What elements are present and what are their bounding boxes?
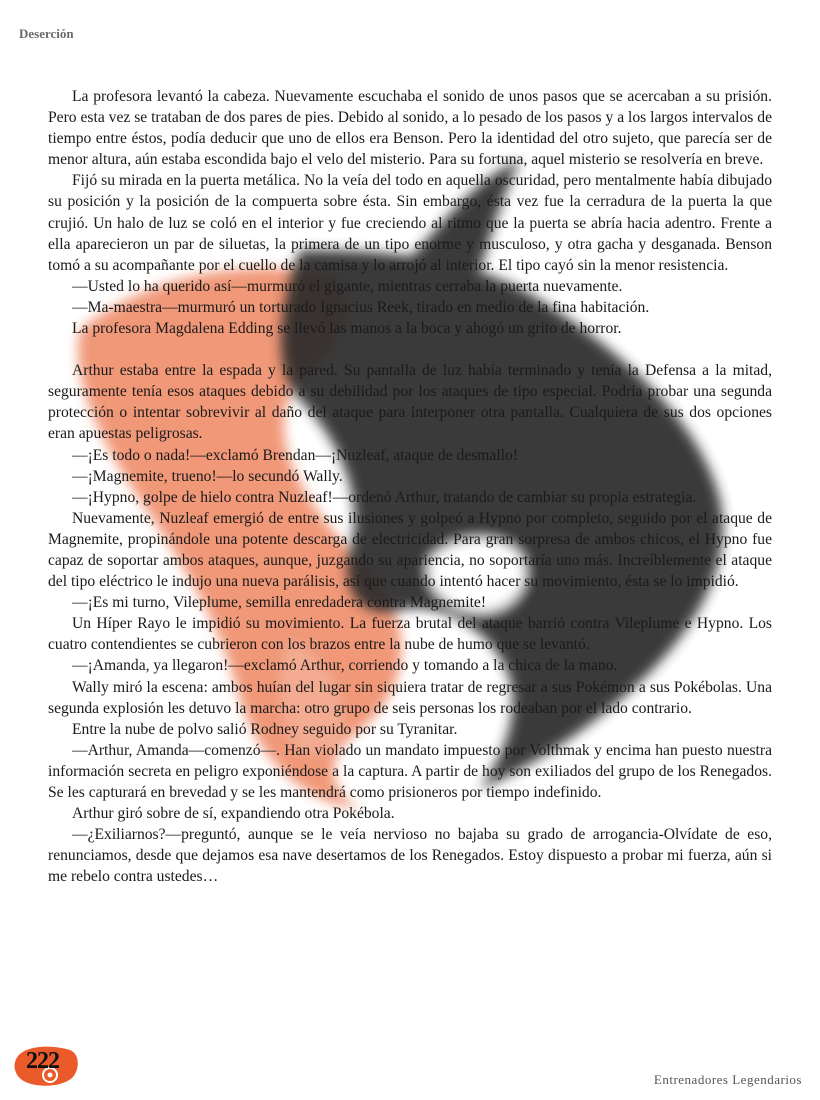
paragraph: Entre la nube de polvo salió Rodney seguido por su Tyranitar. [72, 720, 458, 738]
page-number: 222 [26, 1048, 59, 1074]
paragraph: Wally miró la escena: ambos huían del lugar sin siquiera tratar de regresar a sus Pokémon a sus Pokébolas. Una segunda explosión les detuvo la marcha: otro grupo de seis personas los rodeaban por el lado contrario. [48, 678, 772, 717]
paragraph: —Usted lo ha querido así—murmuró el gigante, mientras cerraba la puerta nuevamente. [72, 277, 623, 295]
paragraph: —¡Amanda, ya llegaron!—exclamó Arthur, corriendo y tomando a la chica de la mano. [72, 657, 618, 675]
paragraph: —¡Magnemite, trueno!—lo secundó Wally. [72, 467, 343, 485]
paragraph: Nuevamente, Nuzleaf emergió de entre sus ilusiones y golpeó a Hypno por completo, seguido por el ataque de Magnemite, propinándole una potente descarga de electricidad. Para gran sorpresa de ambos chicos, el Hypno fue capaz de soportar ambos ataques, aunque, juzgando su apariencia, no soportaría uno más. Increíblemente el ataque del tipo eléctrico le indujo una nueva parálisis, así que cuando intentó hacer su movimiento, ésta se lo impidió. [48, 509, 772, 591]
body-text [48, 86, 772, 887]
paragraph: La profesora levantó la cabeza. Nuevamente escuchaba el sonido de unos pasos que se acercaban a su prisión. Pero esta vez se trataban de dos pares de pies. Debido al sonido, a lo pesado de los pasos y a los largos intervalos de tiempo entre éstos, podía deducir que uno de ellos era Benson. Pero la identidad del otro sujeto, que parecía ser de menor altura, aún estaba escondida bajo el velo del misterio. Para su fortuna, aquel misterio se resolvería en breve. [48, 88, 772, 169]
footer-book-title: Entrenadores Legendarios [653, 1072, 802, 1087]
paragraph: Un Híper Rayo le impidió su movimiento. La fuerza brutal del ataque barrió contra Vileplume e Hypno. Los cuatro contendientes se cubrieron con los brazos entre la nube de humo que se levantó. [48, 615, 772, 654]
paragraph: —¡Es mi turno, Vileplume, semilla enredadera contra Magnemite! [72, 594, 487, 612]
paragraph: La profesora Magdalena Edding se llevó las manos a la boca y ahogó un grito de horror. [72, 320, 622, 338]
paragraph: Arthur giró sobre de sí, expandiendo otra Pokébola. [72, 805, 395, 823]
paragraph: Arthur estaba entre la espada y la pared. Su pantalla de luz había terminado y tenía la Defensa a la mitad, seguramente tenía esos ataques debido a su debilidad por los ataques de tipo especial. Podría probar una segunda protección o intentar sobrevivir al daño del ataque para interponer otra pantalla. Cualquiera de sus dos opciones eran apuestas peligrosas. [48, 362, 772, 443]
paragraph: —Arthur, Amanda—comenzó—. Han violado un mandato impuesto por Volthmak y encima han puesto nuestra información secreta en peligro exponiéndose a la captura. A partir de hoy son exiliados del grupo de los Renegados. Se les capturará en brevedad y se les mantendrá como prisioneros por tiempo indefinido. [48, 741, 772, 801]
paragraph: —Ma-maestra—murmuró un torturado Ignacius Reek, tirado en medio de la fina habitación. [72, 298, 650, 316]
running-header: Deserción [19, 26, 74, 41]
paragraph: Fijó su mirada en la puerta metálica. No la veía del todo en aquella oscuridad, pero mentalmente había dibujado su posición y la posición de la compuerta sobre ésta. Sin embargo, ésta vez fue la cerradura de la puerta la que crujió. Un halo de luz se coló en el interior y fue creciendo al ritmo que la puerta se abría hacia adentro. Frente a ella aparecieron un par de siluetas, la primera de un tipo enorme y musculoso, y otra gacha y desganada. Benson tomó a su acompañante por el cuello de la camisa y lo arrojó al interior. El tipo cayó sin la menor resistencia. [48, 172, 772, 274]
paragraph: —¿Exiliarnos?—preguntó, aunque se le veía nervioso no bajaba su grado de arrogancia-Olvídate de eso, renunciamos, desde que dejamos esa nave desertamos de los Renegados. Estoy dispuesto a probar mi fuerza, aún si me rebelo contra ustedes… [48, 826, 772, 886]
paragraph: —¡Es todo o nada!—exclamó Brendan—¡Nuzleaf, ataque de desmallo! [72, 446, 518, 464]
page-number-badge [14, 1042, 82, 1088]
paragraph: —¡Hypno, golpe de hielo contra Nuzleaf!—ordenó Arthur, tratando de cambiar su propia estrategia. [72, 488, 697, 506]
